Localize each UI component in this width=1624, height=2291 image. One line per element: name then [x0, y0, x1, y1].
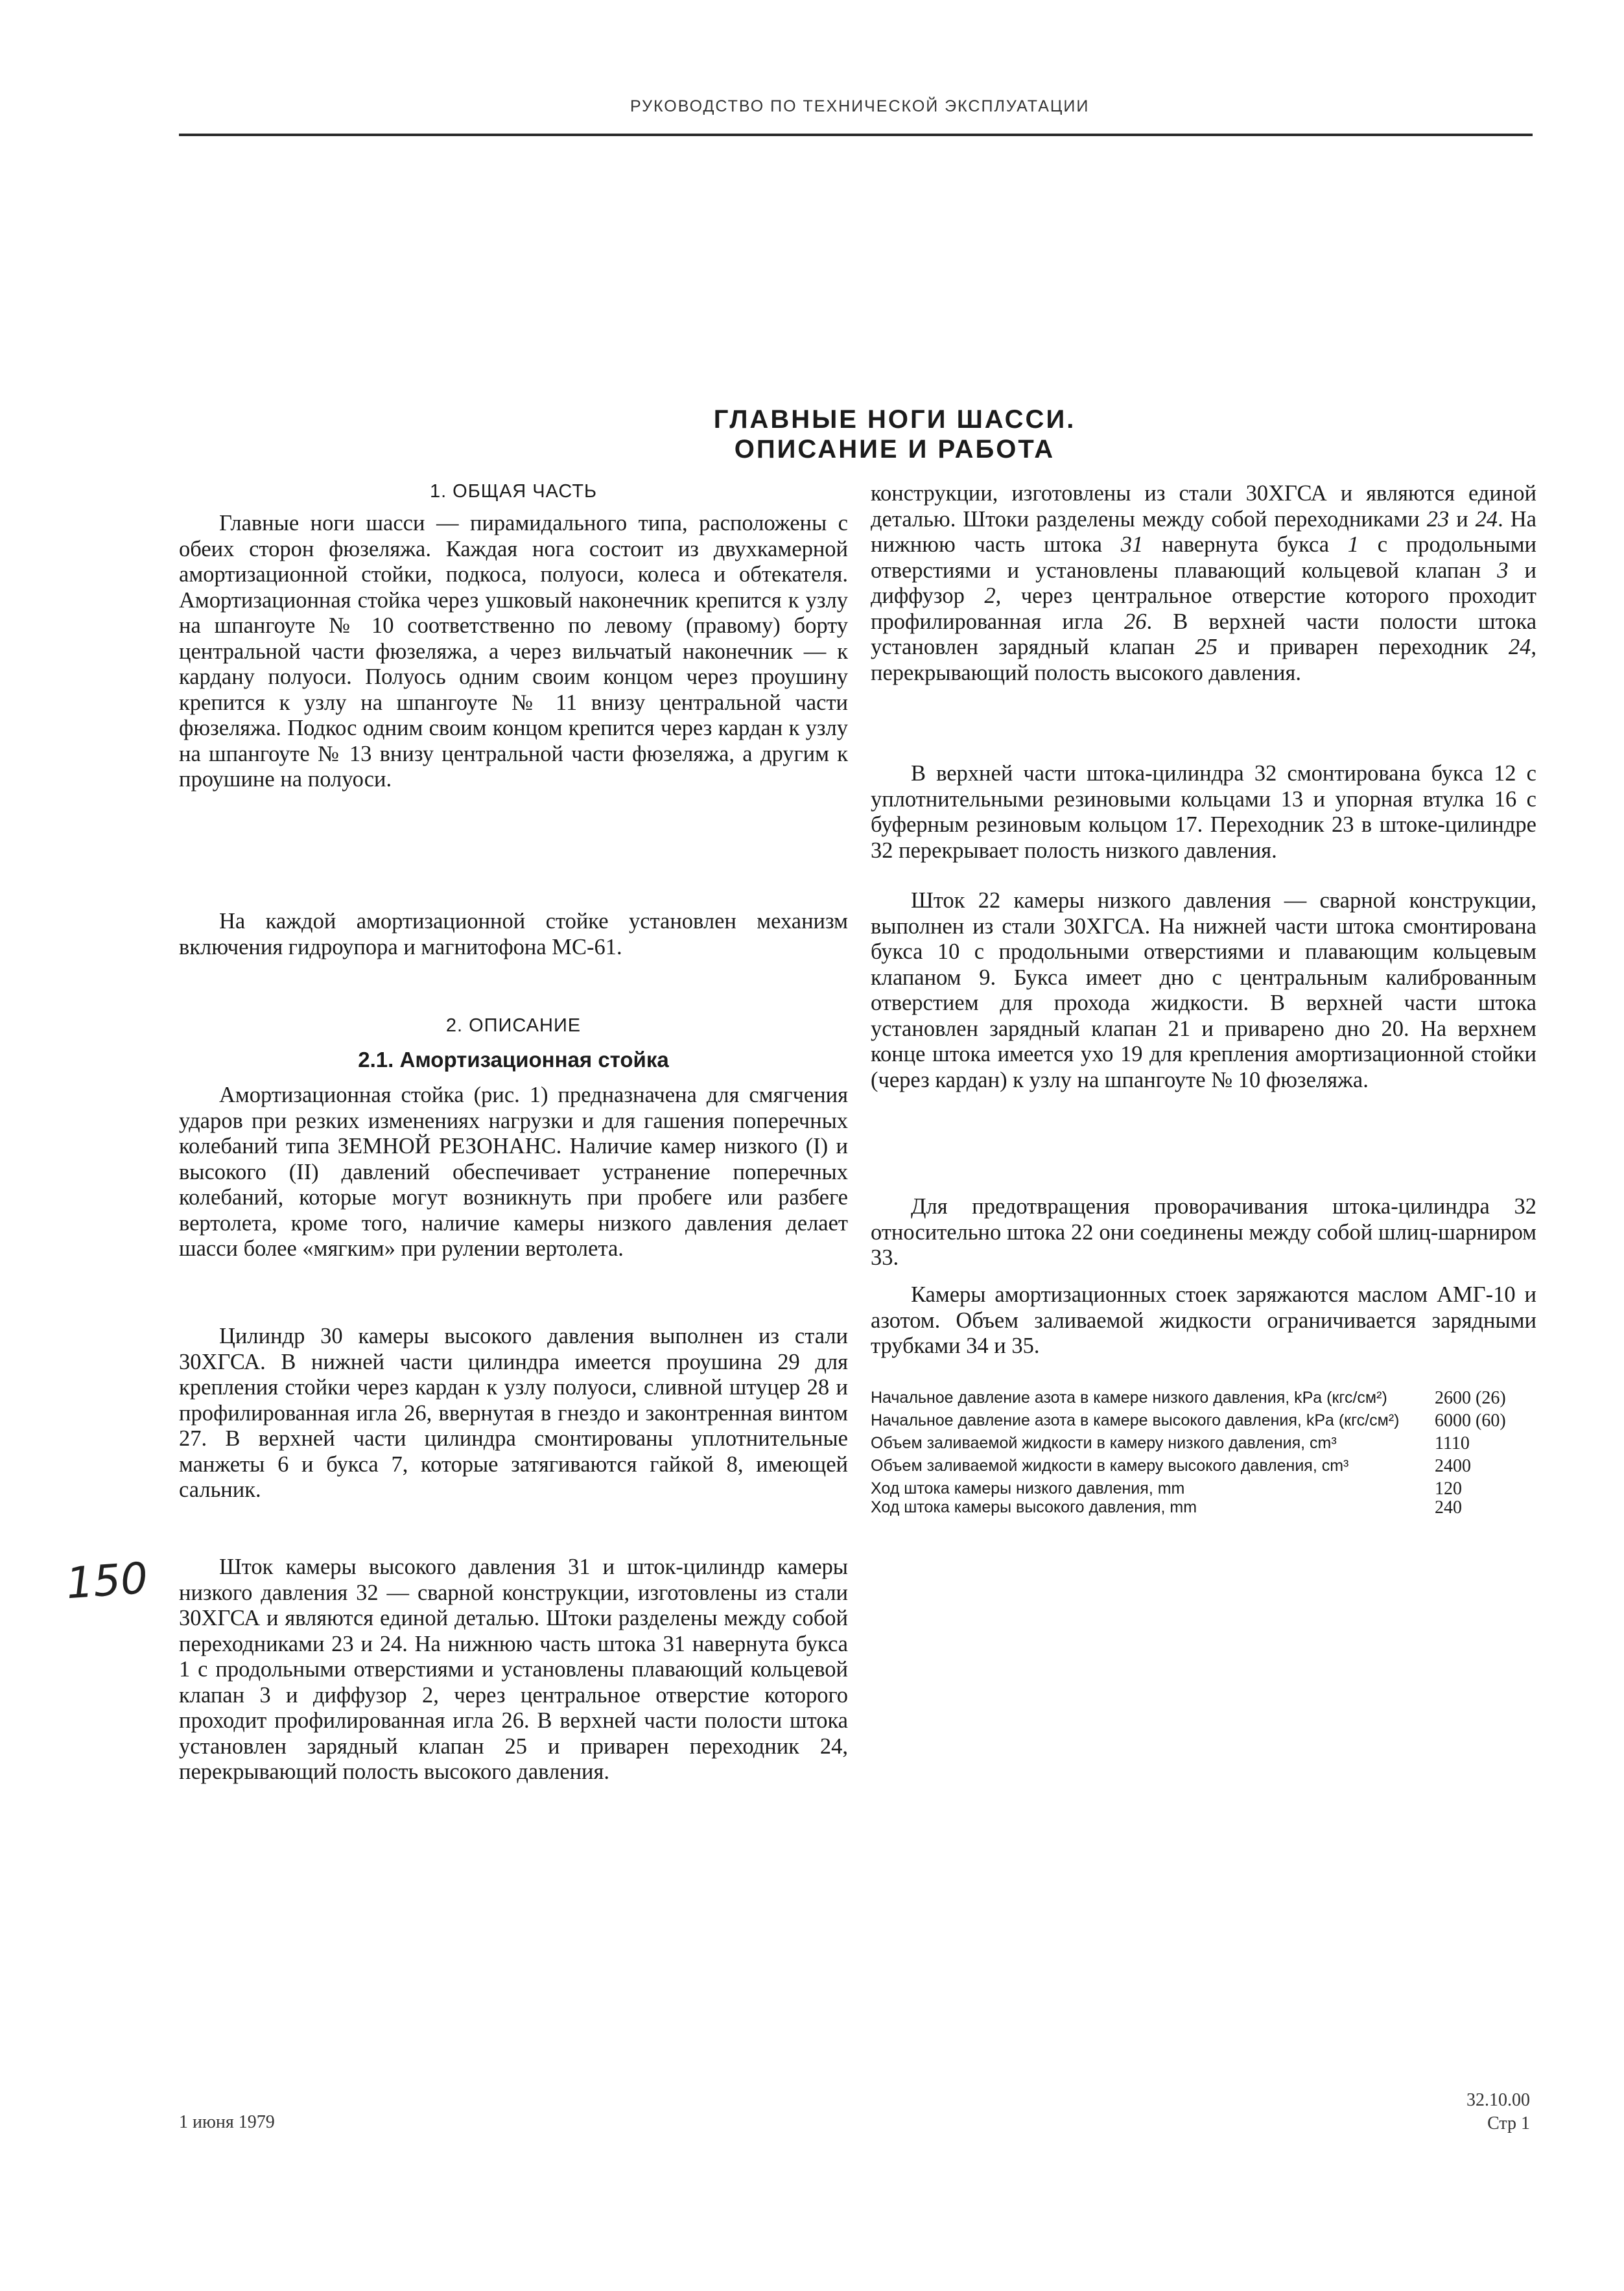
footer-date: 1 июня 1979 — [179, 2112, 275, 2132]
section-1-heading: 1. ОБЩАЯ ЧАСТЬ — [429, 481, 598, 502]
footer-doc-code: 32.10.00 — [1466, 2090, 1530, 2110]
section-2-heading: 2. ОПИСАНИЕ — [445, 1015, 582, 1036]
spec-row — [871, 1430, 1538, 1453]
footer-page-number: Стр 1 — [1487, 2113, 1530, 2133]
spec-value: 2400 — [1435, 1456, 1471, 1476]
page-title — [674, 405, 1115, 464]
spec-value: 240 — [1435, 1498, 1462, 1518]
section-2-paragraph-2: Цилиндр 30 камеры высокого давления выполнен из стали 30ХГСА. В нижней части цилиндра имеется проушина 29 для крепления стойки через кардан к узлу полуоси, сливной штуцер 28 и профилированная игла 26, ввернутая в гнездо и законтренная винтом 27. В верхней части цилиндра смонтированы уплотнительные манжеты 6 и букса 7, которые затягиваются гайкой 8, имеющей сальник. — [179, 1324, 848, 1502]
footer-doc-ref — [1426, 2089, 1530, 2135]
section-2-paragraph-7: Камеры амортизационных стоек заряжаются маслом АМГ-10 и азотом. Объем заливаемой жидкости ограничивается зарядными трубками 34 и 35. — [871, 1282, 1536, 1358]
section-2-paragraph-3-start: Шток камеры высокого давления 31 и шток-цилиндр камеры низкого давления 32 — сварной конструкции, изготовлены из стали 30ХГСА и являются единой деталью. Штоки разделены между собой переходниками 23 и 24. На нижнюю часть штока 31 навернута букса 1 с продольными отверстиями и установлены плавающий кольцевой клапан 3 и диффузор 2, через центральное отверстие которого проходит профилированная игла 26. В верхней части полости штока установлен зарядный клапан 25 и приварен переходник 24, перекрывающий полость высокого давления. — [179, 1555, 848, 1784]
section-2-paragraph-1: Амортизационная стойка (рис. 1) предназначена для смягчения ударов при резких изменениях нагрузки и для гашения поперечных колебаний типа ЗЕМНОЙ РЕЗОНАНС. Наличие камер низкого (I) и высокого (II) давлений обеспечивает устранение поперечных колебаний, которые могут возникнуть при пробеге или разбеге вертолета, кроме того, наличие камеры низкого давления делает шасси более «мягким» при рулении вертолета. — [179, 1083, 848, 1261]
section-1-paragraph-2: На каждой амортизационной стойке установлен механизм включения гидроупора и магнитофона МС-61. — [179, 909, 848, 959]
section-1-paragraph-1: Главные ноги шасси — пирамидального типа, расположены с обеих сторон фюзеляжа. Каждая нога состоит из двухкамерной амортизационной стойки, подкоса, полуоси, колеса и обтекателя. Амортизационная стойка через ушковый наконечник крепится к узлу на шпангоуте № 10 соответственно по левому (правому) борту центральной части фюзеляжа, а через вильчатый наконечник — к кардану полуоси. Полуось одним своим концом через проушину крепится к узлу на шпангоуте № 11 внизу центральной части фюзеляжа. Подкос одним своим концом крепится через кардан к узлу на шпангоуте № 13 внизу центральной части фюзеляжа, а другим к проушине на полуоси. — [179, 511, 848, 792]
spec-value: 2600 (26) — [1435, 1388, 1506, 1408]
spec-value: 1110 — [1435, 1433, 1470, 1453]
section-2-paragraph-6: Для предотвращения проворачивания штока-цилиндра 32 относительно штока 22 они соединены между собой шлиц-шарниром 33. — [871, 1194, 1536, 1270]
section-2-paragraph-4: В верхней части штока-цилиндра 32 смонтирована букса 12 с уплотнительными резиновыми кольцами 13 и упорная втулка 16 с буферным резиновым кольцом 17. Переходник 23 в штоке-цилиндре 32 перекрывает полость низкого давления. — [871, 761, 1536, 863]
spec-label: Объем заливаемой жидкости в камеру высокого давления, cm³ — [871, 1457, 1349, 1475]
handwritten-page-number: 150 — [64, 1553, 150, 1609]
spec-label: Начальное давление азота в камере высокого давления, kPa (кгс/см²) — [871, 1411, 1400, 1429]
spec-value: 120 — [1435, 1479, 1462, 1499]
spec-value: 6000 (60) — [1435, 1411, 1506, 1431]
spec-label: Начальное давление азота в камере низкого давления, kPa (кгс/см²) — [871, 1389, 1387, 1407]
spec-row — [871, 1498, 1538, 1517]
section-2-paragraph-5: Шток 22 камеры низкого давления — сварной конструкции, выполнен из стали 30ХГСА. На нижней части штока смонтирована букса 10 с продольными отверстиями и плавающим кольцевым клапаном 9. Букса имеет дно с центральным калиброванным отверстием для прохода жидкости. В верхней части штока установлен зарядный клапан 21 и приварено дно 20. На верхнем конце штока имеется ухо 19 для крепления амортизационной стойки (через кардан) к узлу на шпангоуте № 10 фюзеляжа. — [871, 888, 1536, 1092]
section-2-1-heading: 2.1. Амортизационная стойка — [358, 1048, 669, 1072]
header-rule — [179, 134, 1533, 136]
section-2-paragraph-3-cont: конструкции, изготовлены из стали 30ХГСА и являются единой деталью. Штоки разделены между собой переходниками 23 и 24. На нижнюю часть штока 31 навернута букса 1 с продольными отверстиями и установлены плавающий кольцевой клапан 3 и диффузор 2, через центральное отверстие которого проходит профилированная игла 26. В верхней части полости штока установлен зарядный клапан 25 и приварен переходник 24, перекрывающий полость высокого давления. — [871, 481, 1537, 685]
title-line-1: ГЛАВНЫЕ НОГИ ШАССИ. — [713, 405, 1076, 434]
running-header: РУКОВОДСТВО ПО ТЕХНИЧЕСКОЙ ЭКСПЛУАТАЦИИ — [630, 97, 1090, 115]
specifications-table — [871, 1389, 1538, 1517]
spec-label: Объем заливаемой жидкости в камеру низкого давления, cm³ — [871, 1434, 1337, 1452]
spec-label: Ход штока камеры высокого давления, mm — [871, 1498, 1197, 1516]
spec-row — [871, 1407, 1538, 1430]
spec-row — [871, 1389, 1538, 1407]
spec-row — [871, 1453, 1538, 1475]
spec-label: Ход штока камеры низкого давления, mm — [871, 1479, 1185, 1498]
spec-row — [871, 1475, 1538, 1498]
title-line-2: ОПИСАНИЕ И РАБОТА — [734, 435, 1055, 464]
